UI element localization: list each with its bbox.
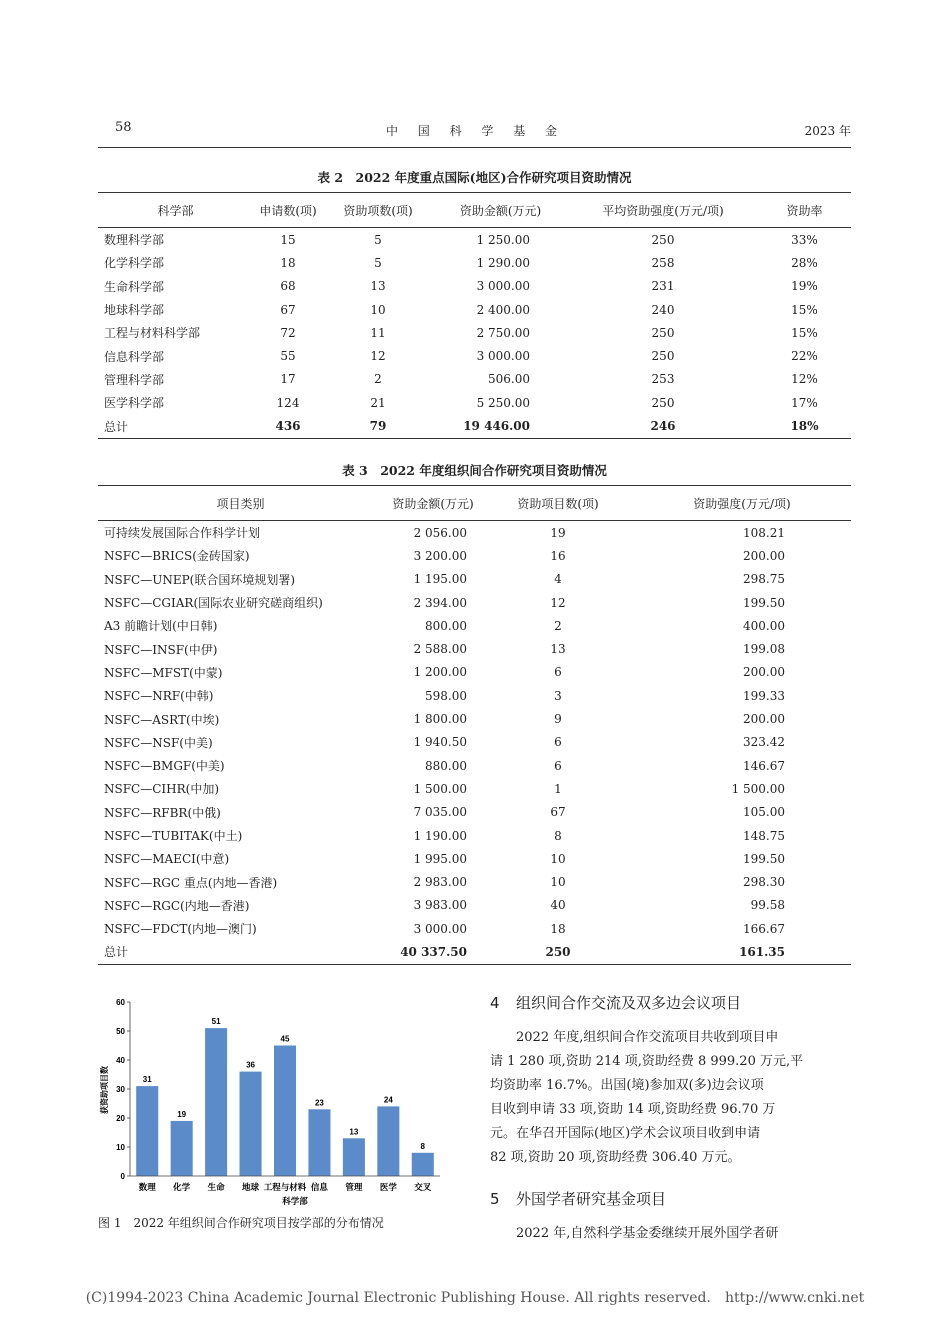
bar-chart: [98, 990, 448, 1212]
table3-cell: 161.35: [633, 940, 851, 964]
table2-cell: 33%: [791, 232, 818, 247]
x-tick-label: 生命: [207, 1182, 225, 1192]
table3-cell: 1 940.50: [413, 735, 467, 750]
bar-value-label: 13: [349, 1127, 359, 1137]
table2-caption: 表 2 2022 年度重点国际(地区)合作研究项目资助情况: [317, 170, 632, 185]
table3-cell: NSFC—BRICS(金砖国家): [104, 549, 250, 564]
table3-cell: 598.00: [425, 688, 467, 703]
bar-4: [274, 1046, 296, 1177]
table3-row: [98, 684, 851, 707]
table3-cell: 1 190.00: [413, 828, 467, 843]
table3-cell: 6: [554, 735, 562, 750]
table3-cell: 总计: [98, 940, 383, 964]
table3-cell: 16: [550, 548, 566, 563]
table3-row: [98, 731, 851, 754]
table2-cell: 28%: [791, 255, 818, 270]
table3-cell: NSFC—BMGF(中美): [104, 759, 225, 774]
table3-row: [98, 568, 851, 591]
table3-cell: 2 394.00: [413, 595, 467, 610]
table3-cell: 1 500.00: [413, 781, 467, 796]
table2-cell: 15%: [791, 325, 818, 340]
table3-cell: 40 337.50: [383, 940, 483, 964]
x-tick-label: 信息: [310, 1182, 328, 1192]
table2-cell: 18%: [758, 414, 851, 438]
table3-cell: 800.00: [425, 618, 467, 633]
table3-row: [98, 637, 851, 660]
table3-cell: 99.58: [750, 898, 785, 913]
bar-value-label: 36: [246, 1060, 256, 1070]
table3-cell: 1 995.00: [413, 851, 467, 866]
table3-cell: 13: [550, 642, 566, 657]
table3-cell: 298.75: [743, 572, 785, 587]
table2-cell: 17: [280, 372, 296, 387]
table2-cell: 总计: [98, 414, 253, 438]
table3-cell: A3 前瞻计划(中日韩): [104, 619, 218, 634]
table3-cell: 3 200.00: [413, 548, 467, 563]
section4-line: 均资助率 16.7%。出国(境)参加双(多)边会议项: [490, 1078, 764, 1093]
table2-cell: 11: [370, 325, 386, 340]
table3-cell: 105.00: [743, 805, 785, 820]
table3-row: [98, 591, 851, 614]
table3-cell: 880.00: [425, 758, 467, 773]
table2-cell: 250: [651, 232, 675, 247]
y-tick-label: 0: [120, 1172, 125, 1181]
table3-row: [98, 870, 851, 893]
table3-cell: 8: [554, 828, 562, 843]
table2-cell: 506.00: [488, 372, 530, 387]
table3-row: [98, 777, 851, 800]
table3-cell: 200.00: [743, 548, 785, 563]
table3-cell: 2 983.00: [413, 875, 467, 890]
table2-cell: 67: [280, 302, 296, 317]
table3-cell: NSFC—UNEP(联合国环境规划署): [104, 572, 296, 587]
table3-row: [98, 544, 851, 567]
table3-cell: 1 500.00: [731, 781, 785, 796]
section5-heading: [490, 1188, 666, 1209]
x-tick-label: 工程与材料: [263, 1182, 307, 1192]
table2-column-header: 资助率: [758, 193, 851, 228]
x-tick-label: 数理: [138, 1182, 156, 1192]
section4-line: 元。在华召开国际(地区)学术会议项目收到申请: [490, 1126, 761, 1141]
table3-cell: 148.75: [743, 828, 785, 843]
table3-cell: 1 195.00: [413, 572, 467, 587]
table2-cell: 68: [280, 279, 296, 294]
table2-column-header: 资助金额(万元): [433, 193, 568, 228]
table2-cell: 21: [370, 395, 386, 410]
table3-cell: NSFC—CGIAR(国际农业研究磋商组织): [104, 596, 323, 611]
table2-cell: 5 250.00: [476, 395, 530, 410]
table2-cell: 55: [280, 349, 296, 364]
table2-cell: 1 290.00: [476, 255, 530, 270]
table2-cell: 3 000.00: [476, 279, 530, 294]
table2-cell: 19%: [791, 279, 818, 294]
table3-cell: NSFC—RGC 重点(内地—香港): [104, 875, 278, 890]
table3-cell: 199.50: [743, 595, 785, 610]
table3-cell: 200.00: [743, 665, 785, 680]
y-tick-label: 60: [116, 998, 125, 1007]
table3-cell: 1 200.00: [413, 665, 467, 680]
section5-title: 外国学者研究基金项目: [516, 1190, 667, 1208]
table2-cell: 信息科学部: [104, 349, 165, 364]
table2-row: [98, 321, 851, 344]
table3-row: [98, 801, 851, 824]
table3: [98, 485, 851, 965]
bar-2: [205, 1028, 227, 1176]
table2-cell: 22%: [791, 349, 818, 364]
table2-cell: 2 400.00: [476, 302, 530, 317]
table3-cell: 2 588.00: [413, 642, 467, 657]
table3-row: [98, 894, 851, 917]
y-axis-label: 获资助项目数: [100, 1066, 109, 1114]
figure1-caption: 图 1 2022 年组织间合作研究项目按学部的分布情况: [98, 1216, 384, 1230]
table2-cell: 253: [651, 372, 675, 387]
table3-column-header: 项目类别: [98, 486, 383, 521]
table2-cell: 3 000.00: [476, 349, 530, 364]
bar-series: [136, 1017, 434, 1176]
table3-cell: 298.30: [743, 875, 785, 890]
table2-cell: 18: [280, 255, 296, 270]
x-axis-label: 科学部: [282, 1196, 308, 1206]
table2-cell: 5: [374, 232, 382, 247]
table3-cell: 400.00: [743, 618, 785, 633]
bar-value-label: 51: [211, 1017, 221, 1027]
bar-6: [343, 1138, 365, 1176]
table3-cell: NSFC—FDCT(内地—澳门): [104, 922, 257, 937]
table2-cell: 246: [568, 414, 758, 438]
table3-cell: 可持续发展国际合作科学计划: [104, 526, 261, 541]
table3-cell: 200.00: [743, 712, 785, 727]
table3-caption: 表 3 2022 年度组织间合作研究项目资助情况: [342, 463, 607, 478]
section4-paragraph: [490, 1026, 852, 1170]
table3-cell: NSFC—CIHR(中加): [104, 782, 220, 797]
table2-row: [98, 275, 851, 298]
table2-cell: 124: [276, 395, 300, 410]
bar-0: [136, 1086, 158, 1176]
section4-line: 2022 年度,组织间合作交流项目共收到项目申: [516, 1030, 779, 1045]
table2-column-header: 申请数(项): [253, 193, 323, 228]
table2-total-row: [98, 414, 851, 438]
table2-cell: 2 750.00: [476, 325, 530, 340]
table2-cell: 1 250.00: [476, 232, 530, 247]
table2-cell: 436: [253, 414, 323, 438]
table3-cell: 6: [554, 758, 562, 773]
table2-cell: 5: [374, 255, 382, 270]
table2-cell: 258: [651, 255, 675, 270]
table3-cell: 166.67: [743, 921, 785, 936]
y-axis: [116, 998, 130, 1181]
section4-line: 目收到申请 33 项,资助 14 项,资助经费 96.70 万: [490, 1102, 776, 1117]
table2-column-header: 资助项数(项): [323, 193, 433, 228]
table3-cell: 2: [554, 618, 562, 633]
table2-cell: 79: [323, 414, 433, 438]
section4-title: 组织间合作交流及双多边会议项目: [516, 994, 742, 1012]
table2-cell: 10: [370, 302, 386, 317]
table3-cell: NSFC—TUBITAK(中土): [104, 829, 243, 843]
figure1-chart: [98, 990, 448, 1212]
table3-cell: 1 800.00: [413, 712, 467, 727]
bar-1: [171, 1121, 193, 1176]
table3-cell: 1: [554, 781, 562, 796]
table2-row: [98, 344, 851, 367]
bar-value-label: 23: [314, 1098, 324, 1108]
table3-cell: NSFC—NRF(中韩): [104, 689, 214, 704]
table3-cell: 3: [554, 688, 562, 703]
table2-row: [98, 251, 851, 274]
table3-row: [98, 614, 851, 637]
copyright-footer: (C)1994-2023 China Academic Journal Electronic Publishing House. All rights reserved. http://www.cnki.net: [85, 1290, 865, 1306]
table2-cell: 240: [651, 302, 675, 317]
section4-line: 请 1 280 项,资助 214 项,资助经费 8 999.20 万元,平: [490, 1054, 804, 1069]
section4-line: 82 项,资助 20 项,资助经费 306.40 万元。: [490, 1150, 741, 1165]
table2-cell: 72: [280, 325, 296, 340]
bar-3: [240, 1072, 262, 1176]
bar-value-label: 31: [142, 1075, 152, 1085]
table2-cell: 12: [370, 349, 386, 364]
y-tick-label: 10: [116, 1143, 125, 1152]
y-tick-label: 20: [116, 1114, 125, 1123]
table3-cell: 2 056.00: [413, 525, 467, 540]
table2-cell: 250: [651, 395, 675, 410]
table3-cell: 108.21: [743, 525, 785, 540]
table2-cell: 12%: [791, 372, 818, 387]
table3-cell: NSFC—RGC(内地—香港): [104, 898, 250, 913]
x-axis: [130, 1176, 440, 1192]
table3-cell: 9: [554, 712, 562, 727]
table3-cell: 250: [483, 940, 633, 964]
table3-column-header: 资助金额(万元): [383, 486, 483, 521]
x-tick-label: 交叉: [414, 1182, 432, 1192]
table3-row: [98, 521, 851, 545]
table2-column-header: 平均资助强度(万元/项): [568, 193, 758, 228]
table3-cell: 323.42: [743, 735, 785, 750]
section4-heading: [490, 992, 741, 1013]
y-tick-label: 40: [116, 1056, 125, 1065]
table3-cell: 6: [554, 665, 562, 680]
table3-cell: 40: [550, 898, 566, 913]
table2-row: [98, 228, 851, 252]
table2-cell: 15: [280, 232, 296, 247]
table3-row: [98, 847, 851, 870]
table2: [98, 192, 851, 439]
section5-number: 5: [490, 1190, 500, 1208]
table2-cell: 地球科学部: [104, 303, 165, 318]
table3-total-row: [98, 940, 851, 964]
x-tick-label: 医学: [379, 1182, 397, 1192]
table2-cell: 250: [651, 349, 675, 364]
journal-year: 2023 年: [804, 124, 851, 138]
table2-cell: 生命科学部: [104, 279, 165, 294]
header-rule: [98, 147, 851, 148]
x-tick-label: 管理: [345, 1182, 363, 1192]
table3-cell: 7 035.00: [413, 805, 467, 820]
table3-column-header: 资助强度(万元/项): [633, 486, 851, 521]
table3-row: [98, 917, 851, 940]
table2-cell: 13: [370, 279, 386, 294]
section4-number: 4: [490, 994, 500, 1012]
table3-cell: 4: [554, 572, 562, 587]
table3-row: [98, 707, 851, 730]
table2-cell: 医学科学部: [104, 396, 165, 411]
table3-cell: NSFC—ASRT(中埃): [104, 712, 220, 727]
table2-cell: 2: [374, 372, 382, 387]
table3-cell: 18: [550, 921, 566, 936]
section5-paragraph: [490, 1222, 852, 1246]
table2-cell: 数理科学部: [104, 233, 165, 248]
table3-cell: 199.33: [743, 688, 785, 703]
table2-cell: 250: [651, 325, 675, 340]
table3-cell: 199.08: [743, 642, 785, 657]
table2-row: [98, 298, 851, 321]
x-tick-label: 化学: [173, 1182, 191, 1192]
table3-cell: 3 000.00: [413, 921, 467, 936]
table2-cell: 15%: [791, 302, 818, 317]
bar-value-label: 8: [420, 1141, 426, 1151]
table3-row: [98, 661, 851, 684]
table2-row: [98, 368, 851, 391]
table2-cell: 17%: [791, 395, 818, 410]
x-tick-label: 地球: [242, 1182, 260, 1192]
bar-5: [308, 1109, 330, 1176]
table3-cell: 10: [550, 851, 566, 866]
y-tick-label: 50: [116, 1027, 125, 1036]
table2-cell: 231: [651, 279, 675, 294]
table2-column-header: 科学部: [98, 193, 253, 228]
table3-cell: 10: [550, 875, 566, 890]
table3-cell: 19: [550, 525, 566, 540]
running-header: [100, 118, 851, 142]
bar-7: [377, 1106, 399, 1176]
table3-cell: NSFC—NSF(中美): [104, 735, 213, 750]
bar-value-label: 19: [177, 1109, 187, 1119]
table3-cell: 3 983.00: [413, 898, 467, 913]
table3-cell: NSFC—RFBR(中俄): [104, 805, 221, 820]
table3-column-header: 资助项目数(项): [483, 486, 633, 521]
page-number: 58: [115, 120, 132, 135]
table3-row: [98, 824, 851, 847]
y-tick-label: 30: [116, 1085, 125, 1094]
table3-cell: NSFC—MFST(中蒙): [104, 665, 223, 680]
table3-cell: 146.67: [743, 758, 785, 773]
section5-line: 2022 年,自然科学基金委继续开展外国学者研: [516, 1226, 779, 1241]
table2-row: [98, 391, 851, 414]
table3-cell: NSFC—MAECI(中意): [104, 852, 230, 867]
bar-value-label: 45: [280, 1034, 290, 1044]
table2-cell: 19 446.00: [433, 414, 568, 438]
bar-8: [412, 1153, 434, 1176]
table3-cell: 67: [550, 805, 566, 820]
journal-name: 中 国 科 学 基 金: [385, 124, 566, 138]
table3-cell: NSFC—INSF(中伊): [104, 642, 218, 657]
table2-cell: 管理科学部: [104, 372, 165, 387]
table3-row: [98, 754, 851, 777]
table3-cell: 12: [550, 595, 566, 610]
table2-cell: 工程与材料科学部: [104, 326, 201, 341]
bar-value-label: 24: [383, 1095, 393, 1105]
table3-cell: 199.50: [743, 851, 785, 866]
table2-cell: 化学科学部: [104, 256, 165, 271]
